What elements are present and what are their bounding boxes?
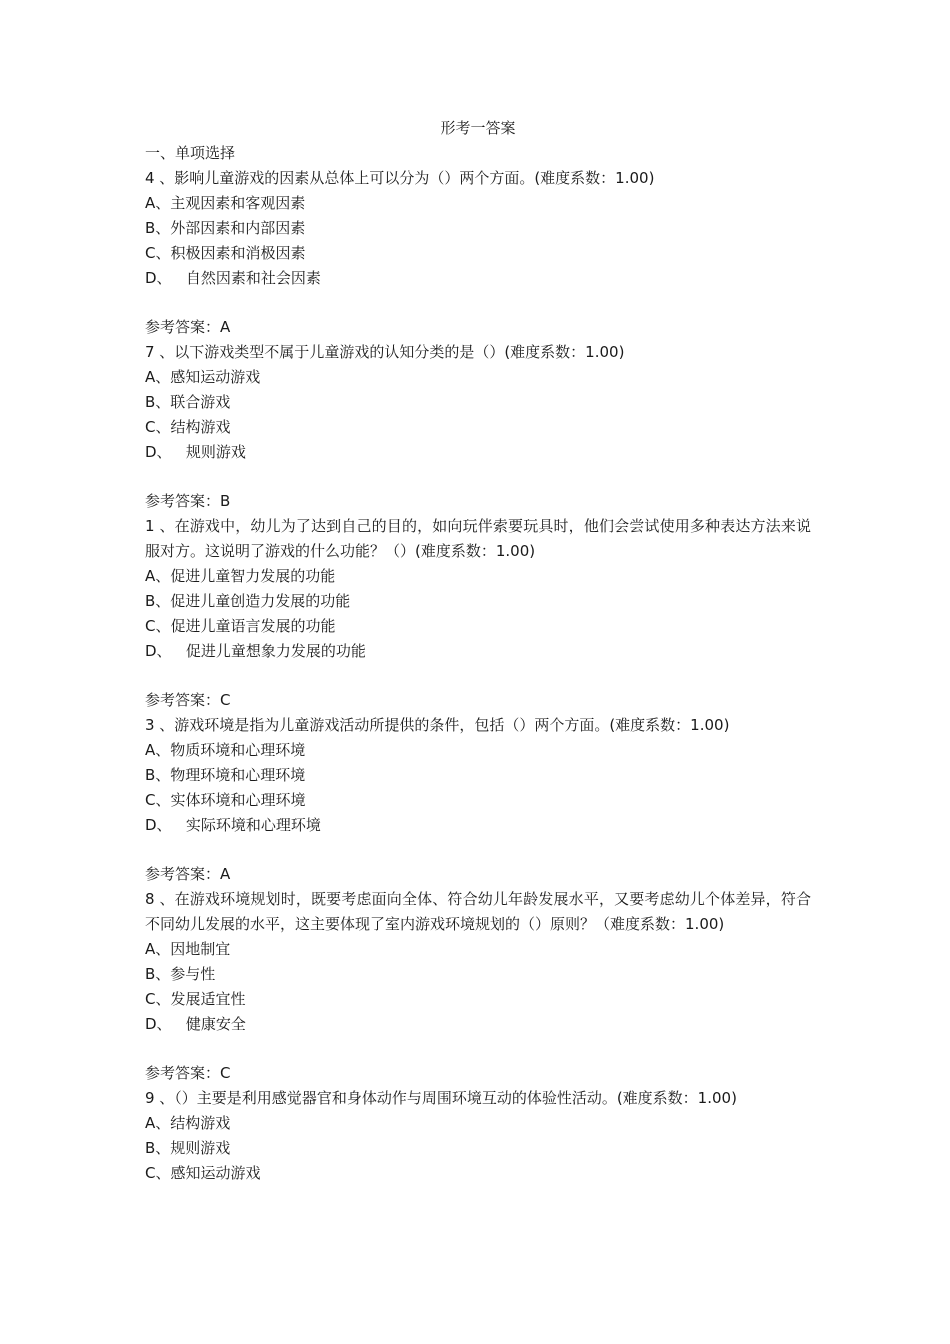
option-b: B、促进儿童创造力发展的功能	[145, 592, 351, 610]
option-c: C、积极因素和消极因素	[145, 244, 306, 262]
section-heading: 一、单项选择	[145, 144, 236, 162]
option-d: D、 促进儿童想象力发展的功能	[145, 642, 366, 660]
option-a: A、感知运动游戏	[145, 368, 261, 386]
option-c: C、实体环境和心理环境	[145, 791, 306, 809]
option-b: B、联合游戏	[145, 393, 231, 411]
question-block	[145, 1086, 811, 1186]
option-d: D、 自然因素和社会因素	[145, 269, 321, 287]
option-a: A、因地制宜	[145, 940, 231, 958]
option-b: B、参与性	[145, 965, 216, 983]
option-c: C、发展适宜性	[145, 990, 246, 1008]
option-b: B、物理环境和心理环境	[145, 766, 306, 784]
document-page	[145, 116, 811, 1186]
option-b: B、规则游戏	[145, 1139, 231, 1157]
option-c: C、促进儿童语言发展的功能	[145, 617, 336, 635]
answer-line: 参考答案：C	[145, 1064, 231, 1082]
option-a: A、物质环境和心理环境	[145, 741, 306, 759]
question-block	[145, 514, 811, 713]
option-a: A、主观因素和客观因素	[145, 194, 306, 212]
question-block	[145, 887, 811, 1086]
question-text: 8 、在游戏环境规划时，既要考虑面向全体、符合幼儿年龄发展水平，又要考虑幼儿个体差异，符合不同幼儿发展的水平，这主要体现了室内游戏环境规划的（）原则？（难度系数：1.00)	[145, 890, 811, 933]
option-c: C、结构游戏	[145, 418, 231, 436]
option-d: D、 健康安全	[145, 1015, 246, 1033]
answer-line: 参考答案：A	[145, 318, 231, 336]
question-block	[145, 166, 811, 340]
option-d: D、 规则游戏	[145, 443, 246, 461]
answer-line: 参考答案：B	[145, 492, 231, 510]
question-text: 9 、（）主要是利用感觉器官和身体动作与周围环境互动的体验性活动。(难度系数：1.00)	[145, 1089, 737, 1107]
question-text: 1 、在游戏中，幼儿为了达到自己的目的，如向玩伴索要玩具时，他们会尝试使用多种表达方法来说服对方。这说明了游戏的什么功能？（）(难度系数：1.00)	[145, 517, 811, 560]
option-a: A、促进儿童智力发展的功能	[145, 567, 336, 585]
answer-line: 参考答案：A	[145, 865, 231, 883]
document-title: 形考一答案	[440, 119, 516, 137]
option-a: A、结构游戏	[145, 1114, 231, 1132]
question-text: 3 、游戏环境是指为儿童游戏活动所提供的条件，包括（）两个方面。(难度系数：1.00)	[145, 716, 730, 734]
answer-line: 参考答案：C	[145, 691, 231, 709]
option-d: D、 实际环境和心理环境	[145, 816, 321, 834]
question-text: 7 、以下游戏类型不属于儿童游戏的认知分类的是（）(难度系数：1.00)	[145, 343, 625, 361]
question-block	[145, 713, 811, 887]
option-c: C、感知运动游戏	[145, 1164, 261, 1182]
option-b: B、外部因素和内部因素	[145, 219, 306, 237]
question-block	[145, 340, 811, 514]
question-text: 4 、影响儿童游戏的因素从总体上可以分为（）两个方面。(难度系数：1.00)	[145, 169, 655, 187]
